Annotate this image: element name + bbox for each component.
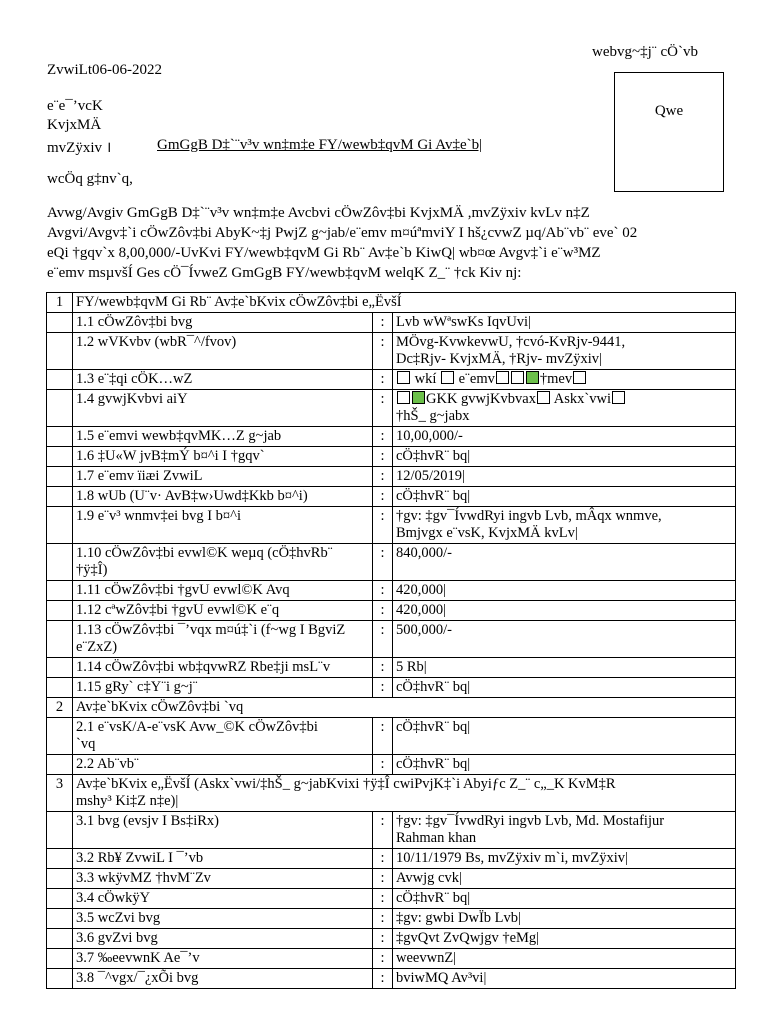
field-value-text: cÖ‡hvR¨ bq|	[396, 890, 471, 906]
colon-separator: :	[373, 929, 393, 949]
field-label	[73, 658, 373, 678]
colon-separator: :	[373, 601, 393, 621]
checkbox-label: wkí	[414, 371, 437, 387]
table-row	[47, 447, 736, 467]
field-value	[393, 658, 736, 678]
colon-separator: :	[373, 621, 393, 658]
colon-separator: :	[373, 909, 393, 929]
checkbox[interactable]	[441, 371, 454, 384]
field-value-text: 500,000/-	[396, 622, 452, 638]
field-value-text: Rahman khan	[396, 830, 477, 846]
field-value-text: bviwMQ Av³vi|	[396, 970, 487, 986]
field-label-text: 3.1 bvg (evsjv I Bs‡iRx)	[76, 813, 219, 829]
intro-line: Avwg/Avgiv GmGgB D‡`¨v³v wn‡m‡e Avcbvi cÖwZôv‡bi KvjxMÄ ,mvZÿxiv kvLv n‡Z	[47, 205, 590, 221]
table-row	[47, 812, 736, 849]
intro-line: eQi †gqv`x 8,00,000/-UvKvi FY/wewb‡qvM Gi Rb¨ Av‡e`b KiwQ| wb¤œ Avgv‡`i e¨w³MZ	[47, 245, 601, 261]
colon-separator: :	[373, 969, 393, 989]
section-heading-text: FY/wewb‡qvM Gi Rb¨ Av‡e`bKvix cÖwZôv‡bi e„ËvšÍ	[76, 294, 402, 310]
section-heading	[73, 775, 736, 812]
field-label-text: 3.4 cÖwkÿY	[76, 890, 151, 906]
field-label	[73, 621, 373, 658]
field-label	[73, 678, 373, 698]
field-value-text: ‡gvQvt ZvQwjgv †eMg|	[396, 930, 540, 946]
field-value	[393, 370, 736, 390]
field-label	[73, 581, 373, 601]
field-value-text: Bmjvgx e¨vsK, KvjxMÄ kvLv|	[396, 525, 578, 541]
colon-separator: :	[373, 718, 393, 755]
field-label	[73, 601, 373, 621]
checkbox-label: GKK gvwjKvbvax	[426, 391, 536, 407]
field-label-text: 1.6 ‡U«W jvB‡mÝ b¤^i I †gqv`	[76, 448, 265, 464]
row-number	[47, 333, 73, 370]
row-number	[47, 755, 73, 775]
field-value	[393, 313, 736, 333]
field-value-text: cÖ‡hvR¨ bq|	[396, 679, 471, 695]
row-number	[47, 909, 73, 929]
table-row	[47, 621, 736, 658]
field-label	[73, 969, 373, 989]
field-label	[73, 849, 373, 869]
colon-separator: :	[373, 487, 393, 507]
table-row	[47, 658, 736, 678]
field-value-text: cÖ‡hvR¨ bq|	[396, 756, 471, 772]
checkbox[interactable]	[496, 371, 509, 384]
table-row	[47, 427, 736, 447]
field-value-text: 10/11/1979 Bs, mvZÿxiv m`i, mvZÿxiv|	[396, 850, 628, 866]
field-label-text: 1.8 wUb (U¨v· AvB‡w›Uwd‡Kkb b¤^i)	[76, 488, 308, 504]
field-value-text: Avwjg cvk|	[396, 870, 462, 886]
row-number	[47, 949, 73, 969]
table-row	[47, 929, 736, 949]
field-label-text: e¨ZxZ)	[76, 639, 118, 655]
row-number	[47, 889, 73, 909]
table-row	[47, 487, 736, 507]
field-label-text: 3.3 wkÿvMZ †hvM¨Zv	[76, 870, 211, 886]
row-number	[47, 658, 73, 678]
date-line: ZvwiLt06-06-2022	[47, 62, 162, 78]
field-label	[73, 755, 373, 775]
field-value-text: cÖ‡hvR¨ bq|	[396, 488, 471, 504]
checkbox-label: Askx`vwi	[553, 391, 611, 407]
field-value-text: Lvb wWªswKs IqvUvi|	[396, 314, 531, 330]
field-label-text: 3.2 Rb¥ ZvwiL I ¯’vb	[76, 850, 204, 866]
colon-separator: :	[373, 658, 393, 678]
field-label-text: 1.4 gvwjKvbvi aiY	[76, 391, 188, 407]
intro-line: e¨emv msµvšÍ Ges cÖ¯ÍvweZ GmGgB FY/wewb‡qvM welqK Z_¨ †ck Kiv nj:	[47, 265, 522, 281]
field-value	[393, 678, 736, 698]
field-label-text: 1.13 cÖwZôv‡bi ¯’vqx m¤ú‡`i (f~wg I BgviZ	[76, 622, 346, 638]
field-label-text: 1.3 e¨‡qi cÖK…wZ	[76, 371, 193, 387]
colon-separator: :	[373, 427, 393, 447]
field-value	[393, 427, 736, 447]
colon-separator: :	[373, 812, 393, 849]
field-label-text: 2.1 e¨vsK/A-e¨vsK Avw_©K cÖwZôv‡bi	[76, 719, 318, 735]
field-label	[73, 507, 373, 544]
field-label	[73, 370, 373, 390]
row-number	[47, 718, 73, 755]
row-number	[47, 581, 73, 601]
table-row	[47, 370, 736, 390]
row-number	[47, 293, 73, 313]
table-row	[47, 698, 736, 718]
field-label-text: 1.10 cÖwZôv‡bi evwl©K weµq (cÖ‡hvRb¨	[76, 545, 333, 561]
row-number	[47, 370, 73, 390]
field-label	[73, 812, 373, 849]
row-number	[47, 313, 73, 333]
section-number: 2	[55, 699, 64, 715]
field-value	[393, 889, 736, 909]
field-label-text: 1.15 gRy` c‡Y¨i g~j¨	[76, 679, 198, 695]
table-row	[47, 755, 736, 775]
section-heading-text: mshy³ Ki‡Z n‡e)|	[76, 793, 179, 809]
field-value-text: cÖ‡hvR¨ bq|	[396, 448, 471, 464]
checkbox[interactable]	[511, 371, 524, 384]
table-row	[47, 390, 736, 427]
colon-separator: :	[373, 447, 393, 467]
row-number	[47, 621, 73, 658]
field-value	[393, 487, 736, 507]
field-label	[73, 718, 373, 755]
field-value	[393, 909, 736, 929]
table-row	[47, 889, 736, 909]
recipient-line-3: mvZÿxiv ।	[47, 140, 112, 156]
field-label	[73, 313, 373, 333]
field-label-text: `vq	[76, 736, 96, 752]
field-value	[393, 544, 736, 581]
table-row	[47, 969, 736, 989]
row-number	[47, 487, 73, 507]
field-label	[73, 949, 373, 969]
row-number	[47, 775, 73, 812]
table-row	[47, 718, 736, 755]
field-value-text: 840,000/-	[396, 545, 452, 561]
field-label-text: 3.5 wcZvi bvg	[76, 910, 161, 926]
colon-separator: :	[373, 467, 393, 487]
table-row	[47, 467, 736, 487]
table-row	[47, 333, 736, 370]
field-value	[393, 812, 736, 849]
field-value	[393, 849, 736, 869]
salutation: wcÖq g‡nv`q,	[47, 171, 133, 187]
colon-separator: :	[373, 949, 393, 969]
intro-paragraph	[47, 203, 727, 283]
recipient-line-1: e¨e¯’vcK	[47, 98, 103, 114]
section-heading	[73, 698, 736, 718]
table-row	[47, 507, 736, 544]
field-label-text: 1.7 e¨emv ïiæi ZvwiL	[76, 468, 203, 484]
table-row	[47, 678, 736, 698]
colon-separator: :	[373, 678, 393, 698]
field-value	[393, 507, 736, 544]
field-label	[73, 427, 373, 447]
row-number	[47, 467, 73, 487]
row-number	[47, 447, 73, 467]
checkbox[interactable]	[573, 371, 586, 384]
field-label	[73, 447, 373, 467]
field-value-text: 420,000|	[396, 582, 447, 598]
field-label-text: 1.12 cªwZôv‡bi †gvU evwl©K e¨q	[76, 602, 280, 618]
checkbox[interactable]	[537, 391, 550, 404]
field-label-text: 1.2 wVKvbv (wbR¯^/fvov)	[76, 334, 237, 350]
field-value	[393, 390, 736, 427]
table-row	[47, 775, 736, 812]
row-number	[47, 678, 73, 698]
field-label-text: 1.1 cÖwZôv‡bi bvg	[76, 314, 193, 330]
field-label	[73, 467, 373, 487]
field-label-text: 3.7 ‰eevwnK Ae¯’v	[76, 950, 200, 966]
field-label	[73, 487, 373, 507]
field-label-text: 3.8 ¯^vgx/¯¿xÕi bvg	[76, 970, 199, 986]
field-value	[393, 755, 736, 775]
row-number	[47, 849, 73, 869]
field-label-text: †ÿ‡Î)	[76, 562, 108, 578]
table-row	[47, 849, 736, 869]
checkbox-label: †mev	[539, 371, 573, 387]
colon-separator: :	[373, 544, 393, 581]
photo-box	[614, 72, 724, 192]
table-row	[47, 949, 736, 969]
row-number	[47, 812, 73, 849]
field-value-text: Dc‡Rjv- KvjxMÄ, †Rjv- mvZÿxiv|	[396, 351, 602, 367]
colon-separator: :	[373, 849, 393, 869]
colon-separator: :	[373, 313, 393, 333]
field-label	[73, 544, 373, 581]
field-value	[393, 929, 736, 949]
colon-separator: :	[373, 333, 393, 370]
row-number	[47, 390, 73, 427]
checkbox[interactable]	[397, 391, 410, 404]
checkbox-label: e¨emv	[458, 371, 495, 387]
section-heading-text: Av‡e`bKvix e„ËvšÍ (Askx`vwi/‡hŠ_ g~jabKvixi †ÿ‡Î cwiPvjK‡`i Abyiƒc Z_¨ c„_K KvM‡R	[76, 776, 616, 792]
row-number	[47, 869, 73, 889]
checkbox-label: †hŠ_ g~jabx	[396, 408, 470, 424]
field-value-text: MÖvg-KvwkevwU, †cvó-KvRjv-9441,	[396, 334, 626, 350]
subject-line: GmGgB D‡`¨v³v wn‡m‡e FY/wewb‡qvM Gi Av‡e`b|	[157, 137, 483, 153]
field-label-text: 1.5 e¨emvi wewb‡qvMK…Z g~jab	[76, 428, 282, 444]
field-label-text: 1.14 cÖwZôv‡bi wb‡qvwRZ Rbe‡ji msL¨v	[76, 659, 331, 675]
table-row	[47, 313, 736, 333]
field-value-text: weevwnZ|	[396, 950, 457, 966]
field-value-text: 12/05/2019|	[396, 468, 465, 484]
field-label	[73, 889, 373, 909]
field-value	[393, 949, 736, 969]
colon-separator: :	[373, 889, 393, 909]
field-label	[73, 909, 373, 929]
checked-checkbox[interactable]	[526, 371, 539, 384]
table-row	[47, 544, 736, 581]
table-row	[47, 601, 736, 621]
field-value	[393, 581, 736, 601]
row-number	[47, 929, 73, 949]
table-row	[47, 909, 736, 929]
row-number	[47, 601, 73, 621]
table-row	[47, 869, 736, 889]
field-value	[393, 621, 736, 658]
field-value-text: ‡gv: gwbi DwÏb Lvb|	[396, 910, 521, 926]
field-label	[73, 869, 373, 889]
colon-separator: :	[373, 390, 393, 427]
field-label	[73, 929, 373, 949]
field-value-text: †gv: ‡gv¯ÍvwdRyi ingvb Lvb, mÂqx wnmve,	[396, 508, 662, 524]
checkbox[interactable]	[612, 391, 625, 404]
field-label-text: 1.11 cÖwZôv‡bi †gvU evwl©K Avq	[76, 582, 290, 598]
row-number	[47, 698, 73, 718]
colon-separator: :	[373, 755, 393, 775]
section-heading	[73, 293, 736, 313]
colon-separator: :	[373, 370, 393, 390]
field-value-text: †gv: ‡gv¯ÍvwdRyi ingvb Lvb, Md. Mostafijur	[396, 813, 665, 829]
photo-label: Qwe	[654, 103, 684, 119]
field-value-text: 420,000|	[396, 602, 447, 618]
field-label	[73, 390, 373, 427]
colon-separator: :	[373, 581, 393, 601]
row-number	[47, 427, 73, 447]
intro-line: Avgvi/Avgv‡`i cÖwZôv‡bi AbyK~‡j PwjZ g~jab/e¨emv m¤úªmviY I hš¿cvwZ µq/Ab¨vb¨ eve` 02	[47, 225, 638, 241]
field-label-text: 1.9 e¨v³ wnmv‡ei bvg I b¤^i	[76, 508, 241, 524]
section-number: 3	[55, 776, 64, 792]
field-value	[393, 601, 736, 621]
table-row	[47, 581, 736, 601]
field-value	[393, 333, 736, 370]
checked-checkbox[interactable]	[412, 391, 425, 404]
field-value	[393, 869, 736, 889]
row-number	[47, 969, 73, 989]
colon-separator: :	[373, 869, 393, 889]
table-row	[47, 293, 736, 313]
section-heading-text: Av‡e`bKvix cÖwZôv‡bi `vq	[76, 699, 244, 715]
colon-separator: :	[373, 507, 393, 544]
field-value	[393, 969, 736, 989]
top-right-caption: webvg~‡j¨ cÖ`vb	[592, 44, 699, 60]
row-number	[47, 544, 73, 581]
field-value	[393, 447, 736, 467]
recipient-line-2: KvjxMÄ	[47, 117, 102, 133]
checkbox[interactable]	[397, 371, 410, 384]
field-value	[393, 718, 736, 755]
field-value-text: 10,00,000/-	[396, 428, 463, 444]
field-value-text: cÖ‡hvR¨ bq|	[396, 719, 471, 735]
section-number: 1	[55, 294, 64, 310]
application-table	[46, 292, 736, 989]
field-label-text: 3.6 gvZvi bvg	[76, 930, 158, 946]
field-label	[73, 333, 373, 370]
field-value-text: 5 Rb|	[396, 659, 427, 675]
field-label-text: 2.2 Ab¨vb¨	[76, 756, 139, 772]
field-value	[393, 467, 736, 487]
row-number	[47, 507, 73, 544]
